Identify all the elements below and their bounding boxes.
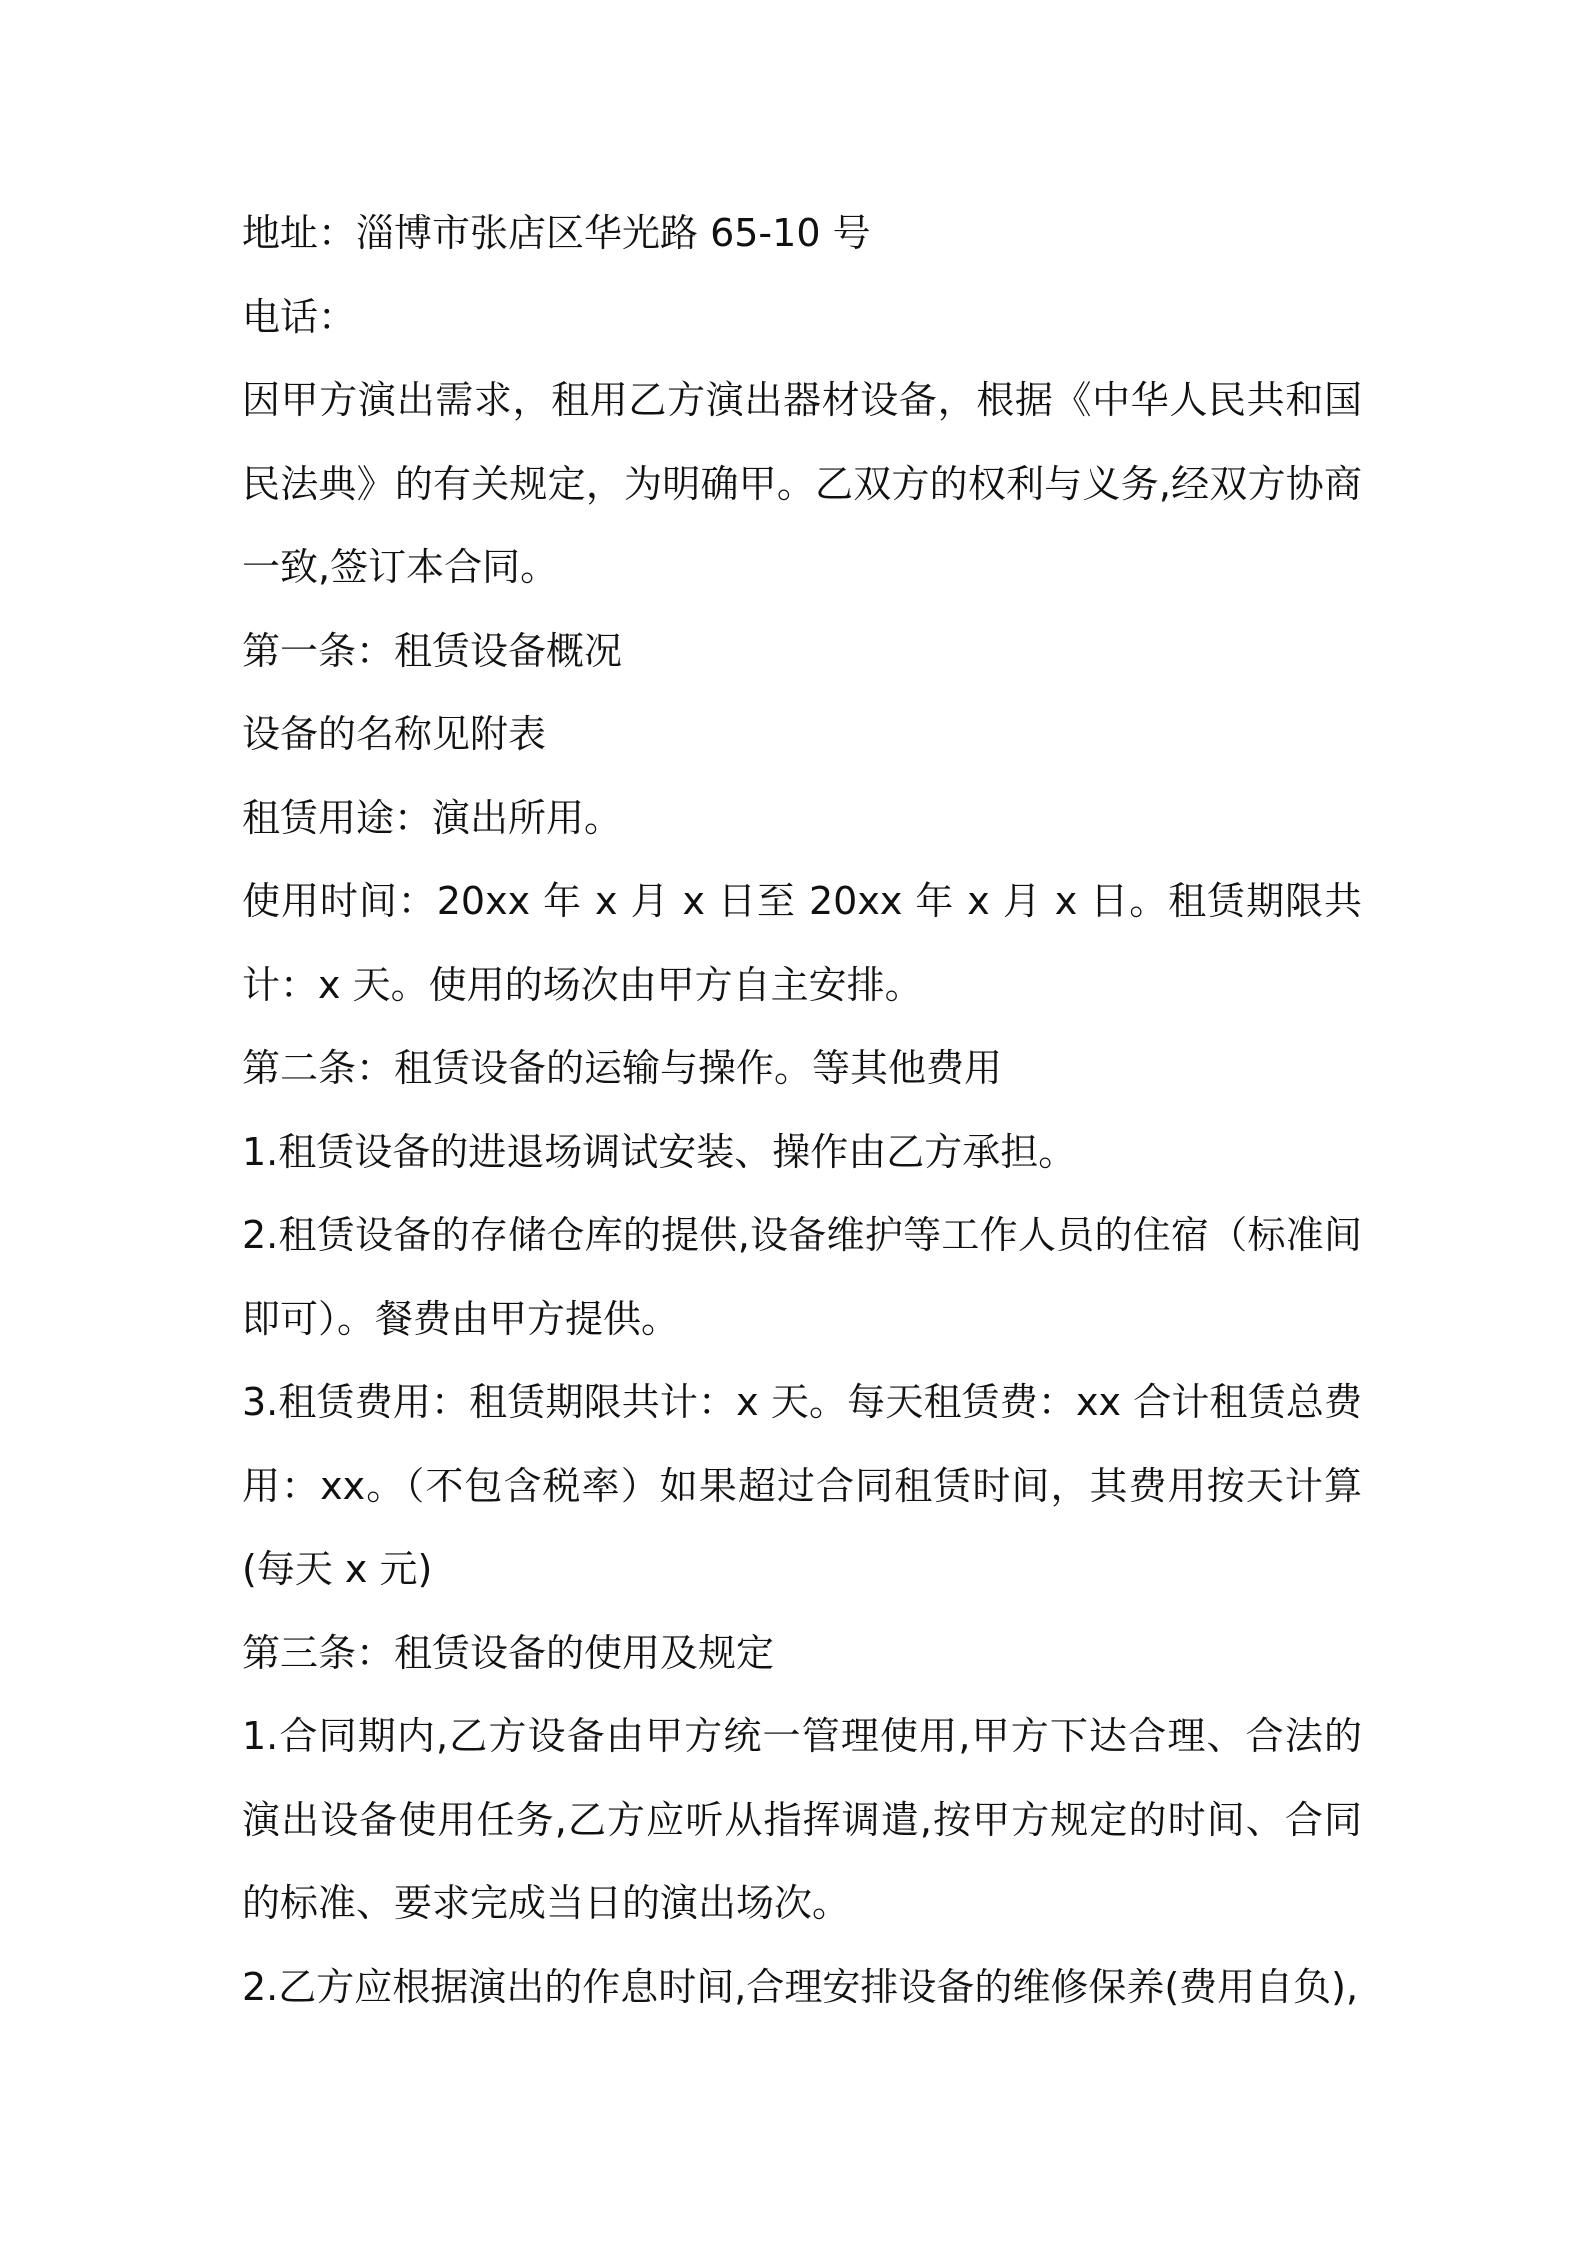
article-3-item-2: 2.乙方应根据演出的作息时间,合理安排设备的维修保养(费用自负),	[242, 1964, 1359, 2009]
article-3-heading: 第三条：租赁设备的使用及规定	[242, 1630, 775, 1675]
equipment-name-line: 设备的名称见附表	[242, 712, 547, 756]
article-3-item-1: 1.合同期内,乙方设备由甲方统一管理使用,甲方下达合理、合法的演出设备使用任务,乙方应听从指挥调遣,按甲方规定的时间、合同的标准、要求完成当日的演出场次。	[242, 1714, 1362, 1925]
usage-period-paragraph: 使用时间：20xx 年 x 月 x 日至 20xx 年 x 月 x 日。租赁期限共计：x 天。使用的场次由甲方自主安排。	[242, 879, 1362, 1007]
article-1-heading: 第一条：租赁设备概况	[242, 628, 623, 673]
article-2-item-2: 2.租赁设备的存储仓库的提供,设备维护等工作人员的住宿（标准间即可）。餐费由甲方提供。	[242, 1213, 1362, 1341]
article-2-item-3: 3.租赁费用：租赁期限共计：x 天。每天租赁费：xx 合计租赁总费用：xx。（不包含税率）如果超过合同租赁时间，其费用按天计算(每天 x 元)	[242, 1380, 1362, 1591]
intro-paragraph: 因甲方演出需求，租用乙方演出器材设备，根据《中华人民共和国民法典》的有关规定，为明确甲。乙双方的权利与义务,经双方协商一致,签订本合同。	[242, 378, 1362, 589]
phone-line: 电话：	[242, 294, 357, 339]
article-2-heading: 第二条：租赁设备的运输与操作。等其他费用	[242, 1046, 1003, 1090]
article-2-item-1: 1.租赁设备的进退场调试安装、操作由乙方承担。	[242, 1129, 1077, 1174]
address-line: 地址：淄博市张店区华光路 65-10 号	[242, 211, 871, 255]
document-body	[242, 192, 1362, 2029]
rental-purpose-line: 租赁用途：演出所用。	[242, 795, 623, 840]
